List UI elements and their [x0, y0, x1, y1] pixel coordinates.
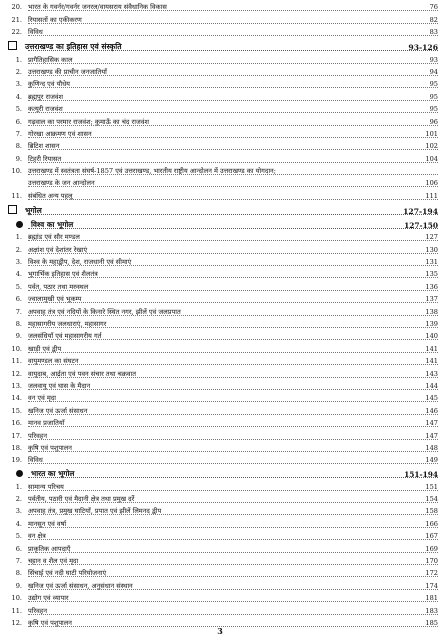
toc-entry [2, 292, 438, 304]
entry-page: 183 [425, 606, 438, 615]
entry-title: उत्तराखण्ड में स्वतंत्रता संघर्ष-1857 एवं उत्तराखण्ड, भारतीय राष्ट्रीय आन्दोलन में उत्तराखण्ड का योगदान; [28, 167, 276, 176]
toc-entry [2, 516, 438, 528]
entry-title: वायुदाब, आर्द्रता एवं पवन संचार तथा चक्रवात [28, 369, 137, 378]
entry-title: कृषि एवं पशुपालन [28, 443, 72, 452]
entry-title: वायुमण्डल का संघटन [28, 357, 79, 366]
entry-number: 2. [15, 495, 22, 504]
entry-number: 19. [11, 456, 22, 465]
entry-number: 9. [15, 581, 22, 590]
entry-page: 127 [425, 233, 438, 242]
entry-page: 185 [425, 618, 438, 627]
entry-title: सिंचाई एवं नदी घाटी परियोजनाएं [28, 569, 107, 578]
entry-page: 95 [429, 80, 438, 89]
toc-entry [2, 453, 438, 465]
entry-number: 16. [11, 419, 22, 428]
section-heading-uttarakhand [2, 37, 438, 52]
entry-title: उद्योग एवं व्यापार [28, 594, 69, 603]
entry-number: 11. [11, 606, 22, 615]
subsection-heading-india [2, 465, 438, 479]
entry-title: उत्तराखण्ड की प्राचीन जनजातियाँ [28, 67, 107, 76]
toc-entry [2, 366, 438, 378]
entry-number: 22. [11, 28, 22, 37]
uttarakhand-entries [2, 52, 438, 201]
entry-page: 146 [425, 406, 438, 415]
entry-page: 144 [425, 381, 438, 390]
toc-entry [2, 479, 438, 491]
section-title: भूगोल [25, 205, 42, 215]
entry-page: 137 [425, 295, 438, 304]
round-bullet-icon [16, 221, 23, 228]
entry-title: पर्वतीय, पठारी एवं मैदानी क्षेत्र तथा प्रमुख दर्रे [28, 495, 135, 504]
entry-page: 101 [425, 129, 438, 138]
entry-title: वन एवं मृदा [28, 394, 56, 403]
entry-number: 6. [15, 117, 22, 126]
world-geography-entries [2, 230, 438, 465]
toc-entry [2, 139, 438, 151]
entry-page: 147 [425, 419, 438, 428]
intro-entries [2, 0, 438, 37]
toc-entry [2, 504, 438, 516]
entry-number: 5. [15, 532, 22, 541]
entry-number: 7. [15, 307, 22, 316]
entry-title: सामान्य परिचय [28, 482, 64, 491]
entry-number: 3. [15, 258, 22, 267]
toc-entry [2, 529, 438, 541]
entry-title: विविध [28, 28, 43, 37]
entry-page: 172 [425, 569, 438, 578]
toc-entry [2, 127, 438, 139]
entry-number: 5. [15, 105, 22, 114]
page-number: 3 [217, 626, 223, 636]
entry-title: रियासतों का एकीकरण [28, 15, 82, 24]
entry-number: 13. [11, 381, 22, 390]
entry-number: 10. [11, 594, 22, 603]
entry-number: 20. [11, 3, 22, 12]
entry-number: 1. [15, 233, 22, 242]
entry-title: गढ़वाल का परमार राजवंश; कुमाऊँ का चंद राजवंश [28, 117, 149, 126]
entry-number: 8. [15, 142, 22, 151]
entry-page: 143 [425, 369, 438, 378]
entry-page: 94 [429, 67, 438, 76]
entry-number: 7. [15, 557, 22, 566]
entry-number: 12. [11, 618, 22, 627]
subsection-title: भारत का भूगोल [31, 469, 75, 479]
entry-number: 8. [15, 569, 22, 578]
toc-entry [2, 25, 438, 37]
entry-page: 95 [429, 105, 438, 114]
toc-entry [2, 416, 438, 428]
entry-number: 1. [15, 482, 22, 491]
subsection-page-range: 127-150 [404, 220, 438, 230]
entry-title: भूगार्भिक इतिहास एवं शैलतंत्र [28, 270, 98, 279]
entry-title: चट्टान व शैल एवं मृदा [28, 557, 79, 566]
toc-entry [2, 164, 438, 176]
entry-title: मानव प्रजातियाँ [28, 419, 65, 428]
toc-entry [2, 329, 438, 341]
entry-title: कुणिन्द एवं यौधेय [28, 80, 70, 89]
toc-entry [2, 591, 438, 603]
entry-page: 102 [425, 142, 438, 151]
entry-title: भारत के गवर्नर/गवर्नर जनरल/वायसराय संवैधानिक विकास [28, 3, 167, 12]
toc-entry [2, 255, 438, 267]
subsection-title: विश्व का भूगोल [31, 219, 74, 229]
entry-page: 149 [425, 456, 438, 465]
entry-title: पर्वत, पठार तथा मरुस्थल [28, 282, 89, 291]
square-bullet-icon [8, 41, 17, 50]
entry-number: 4. [15, 270, 22, 279]
entry-number: 8. [15, 319, 22, 328]
entry-number: 17. [11, 431, 22, 440]
section-page-range: 93-126 [408, 43, 438, 53]
entry-title: ब्रह्मपुर राजवंश [28, 92, 64, 101]
entry-page: 130 [425, 245, 438, 254]
entry-number: 12. [11, 369, 22, 378]
toc-entry [2, 441, 438, 453]
entry-number: 5. [15, 282, 22, 291]
entry-page: 166 [425, 519, 438, 528]
entry-page: 141 [425, 357, 438, 366]
entry-page: 104 [425, 154, 438, 163]
entry-title: प्रागैतिहासिक काल [28, 55, 73, 64]
entry-page: 169 [425, 544, 438, 553]
entry-page: 82 [429, 15, 438, 24]
entry-number: 10. [11, 344, 22, 353]
toc-entry [2, 578, 438, 590]
entry-number: 21. [11, 15, 22, 24]
entry-page: 170 [425, 557, 438, 566]
entry-page: 93 [429, 55, 438, 64]
entry-title: मानसून एवं वर्षा [28, 519, 67, 528]
entry-title: जलवायु एवं घास के मैदान [28, 381, 91, 390]
entry-page: 174 [425, 581, 438, 590]
toc-entry [2, 391, 438, 403]
toc-entry [2, 0, 438, 12]
toc-entry [2, 603, 438, 615]
entry-number: 18. [11, 443, 22, 452]
entry-number: 9. [15, 332, 22, 341]
toc-entry [2, 554, 438, 566]
entry-page: 140 [425, 332, 438, 341]
toc-entry [2, 279, 438, 291]
entry-number: 6. [15, 295, 22, 304]
entry-page: 83 [429, 28, 438, 37]
toc-entry [2, 541, 438, 553]
entry-number: 2. [15, 67, 22, 76]
entry-page: 136 [425, 282, 438, 291]
toc-entry [2, 77, 438, 89]
square-bullet-icon [8, 205, 17, 214]
entry-number: 4. [15, 519, 22, 528]
toc-entry [2, 65, 438, 77]
entry-title: टिहरी रियासत [28, 154, 62, 163]
entry-page: 141 [425, 344, 438, 353]
subsection-heading-world [2, 216, 438, 230]
entry-title: संबंधित अन्य पहलू [28, 191, 73, 200]
entry-page: 151 [425, 482, 438, 491]
entry-title: अक्षांश एवं देशांतर रेखाएं [28, 245, 88, 254]
section-heading-geography [2, 201, 438, 216]
entry-page: 106 [425, 179, 438, 188]
round-bullet-icon [16, 470, 23, 477]
toc-entry [2, 566, 438, 578]
toc-entry [2, 188, 438, 200]
toc-content [2, 0, 438, 628]
entry-page: 111 [425, 191, 438, 200]
entry-page: 145 [425, 394, 438, 403]
toc-entry [2, 151, 438, 163]
toc-entry [2, 114, 438, 126]
entry-page: 154 [425, 495, 438, 504]
entry-title: विविध [28, 456, 43, 465]
entry-title: कृषि एवं पशुपालन [28, 618, 72, 627]
entry-title: प्राकृतिक आपदाएँ [28, 544, 71, 553]
entry-title: परिवहन [28, 431, 47, 440]
toc-entry [2, 12, 438, 24]
india-geography-entries [2, 479, 438, 628]
entry-title: उत्तराखण्ड के जन आन्दोलन [28, 179, 95, 188]
entry-page: 96 [429, 117, 438, 126]
toc-entry [2, 176, 438, 188]
entry-number: 2. [15, 245, 22, 254]
entry-number: 1. [15, 55, 22, 64]
entry-number: 11. [11, 357, 22, 366]
toc-entry [2, 230, 438, 242]
entry-number: 3. [15, 507, 22, 516]
toc-entry [2, 317, 438, 329]
entry-title: ब्रिटिश शासन [28, 142, 60, 151]
entry-title: परिवहन [28, 606, 47, 615]
toc-entry [2, 428, 438, 440]
entry-number: 10. [11, 167, 22, 176]
entry-number: 7. [15, 129, 22, 138]
entry-page: 167 [425, 532, 438, 541]
entry-number: 15. [11, 406, 22, 415]
entry-title: कत्यूरी राजवंश [28, 105, 63, 114]
entry-page: 131 [425, 258, 438, 267]
toc-entry [2, 341, 438, 353]
toc-entry [2, 52, 438, 64]
toc-entry [2, 242, 438, 254]
entry-title: खनिज एवं ऊर्जा संसाधन, अनुसंधान संस्थान [28, 581, 133, 590]
entry-page: 148 [425, 443, 438, 452]
toc-entry [2, 267, 438, 279]
entry-title: खाड़ी एवं द्वीप [28, 344, 62, 353]
entry-page: 135 [425, 270, 438, 279]
toc-entry [2, 354, 438, 366]
section-page-range: 127-194 [403, 206, 438, 216]
entry-page: 147 [425, 431, 438, 440]
entry-page: 95 [429, 92, 438, 101]
entry-title: गोरखा आक्रमण एवं शासन [28, 129, 92, 138]
entry-title: अपवाह तंत्र, प्रमुख घाटियाँ, प्रपात एवं झीलें लिमनद द्वीप [28, 507, 162, 516]
entry-title: वन क्षेत्र [28, 532, 46, 541]
entry-page: 158 [425, 507, 438, 516]
entry-title: महासागरीय जलधाराएं, महासागर [28, 319, 107, 328]
subsection-page-range: 151-194 [404, 470, 438, 480]
entry-title: ब्रह्मांड एवं सौर मण्डल [28, 233, 80, 242]
toc-entry [2, 492, 438, 504]
entry-title: विश्व के महाद्वीप, देश, राजधानी एवं सीमाएं [28, 258, 132, 267]
section-title: उत्तराखण्ड का इतिहास एवं संस्कृति [25, 42, 122, 52]
entry-number: 11. [11, 191, 22, 200]
entry-page: 181 [425, 594, 438, 603]
entry-number: 6. [15, 544, 22, 553]
entry-number: 14. [11, 394, 22, 403]
entry-number: 3. [15, 80, 22, 89]
toc-entry [2, 403, 438, 415]
entry-title: अपवाह तंत्र एवं नदियों के किनारे स्थित नगर, झीलें एवं जलप्रपात [28, 307, 181, 316]
entry-title: ज्वालामुखी एवं भूकम्प [28, 295, 82, 304]
entry-title: खनिज एवं ऊर्जा संसाधन [28, 406, 88, 415]
entry-page: 76 [429, 3, 438, 12]
entry-title: जलसंधियाँ एवं महासागरीय गर्त [28, 332, 102, 341]
toc-entry [2, 102, 438, 114]
toc-entry [2, 379, 438, 391]
entry-page: 139 [425, 319, 438, 328]
toc-entry [2, 304, 438, 316]
entry-number: 4. [15, 92, 22, 101]
entry-page: 138 [425, 307, 438, 316]
toc-entry [2, 89, 438, 101]
entry-number: 9. [15, 154, 22, 163]
